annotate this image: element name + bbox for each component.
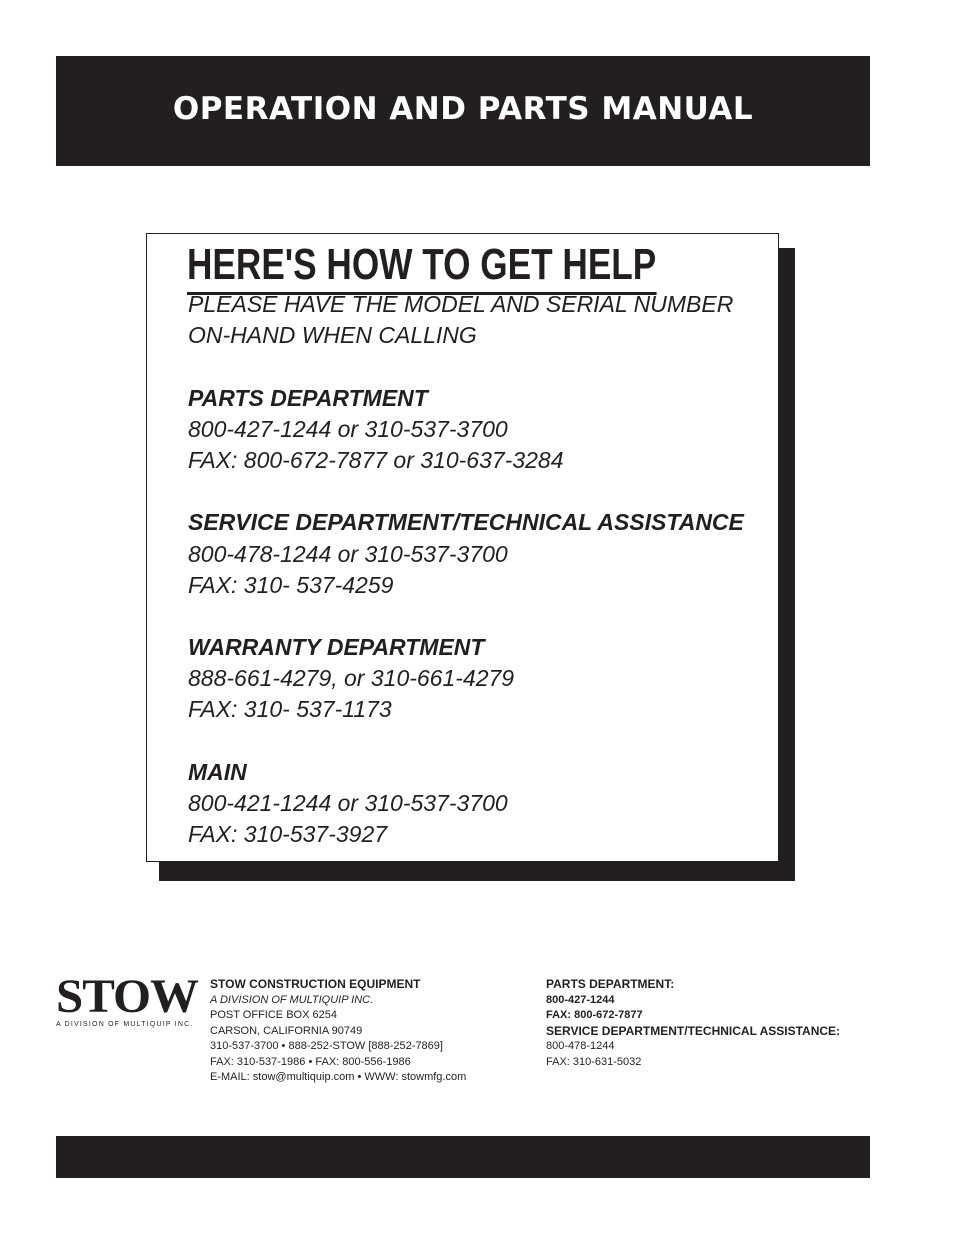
service-dept-name: SERVICE DEPARTMENT/TECHNICAL ASSISTANCE (188, 509, 744, 536)
logo-tagline: A DIVISION OF MULTIQUIP INC. (56, 1021, 194, 1028)
service-dept-phone: 800-478-1244 or 310-537-3700 (188, 540, 508, 567)
warranty-dept-fax: FAX: 310- 537-1173 (188, 696, 392, 723)
header-banner (56, 56, 870, 166)
main-dept-fax: FAX: 310-537-3927 (188, 821, 388, 848)
main-dept-name: MAIN (188, 758, 247, 785)
fax-numbers: FAX: 310-537-1986 • FAX: 800-556-1986 (210, 1055, 411, 1068)
parts-label: PARTS DEPARTMENT: (546, 977, 675, 991)
city-state: CARSON, CALIFORNIA 90749 (210, 1024, 363, 1037)
warranty-dept-name: WARRANTY DEPARTMENT (188, 634, 485, 661)
parts-dept-phone: 800-427-1244 or 310-537-3700 (188, 415, 508, 442)
footer-banner (56, 1136, 870, 1178)
parts-dept-name: PARTS DEPARTMENT (188, 384, 428, 411)
help-heading: HERE'S HOW TO GET HELP (187, 238, 656, 295)
service-fax: FAX: 310-631-5032 (546, 1055, 642, 1068)
po-box: POST OFFICE BOX 6254 (210, 1009, 337, 1021)
company-address (210, 977, 466, 1086)
help-box (146, 233, 779, 862)
intro-line-1: PLEASE HAVE THE MODEL AND SERIAL NUMBER (188, 291, 734, 317)
parts-dept-fax: FAX: 800-672-7877 or 310-637-3284 (188, 446, 564, 473)
parts-phone: 800-427-1244 (546, 993, 615, 1006)
manual-title: OPERATION AND PARTS MANUAL (172, 91, 754, 127)
service-label: SERVICE DEPARTMENT/TECHNICAL ASSISTANCE: (546, 1023, 841, 1038)
help-content (188, 289, 744, 850)
stow-logo (56, 970, 204, 1028)
department-contacts (546, 977, 840, 1070)
email-web: E-MAIL: stow@multiquip.com • WWW: stowmfg.com (210, 1071, 467, 1083)
company-name: STOW CONSTRUCTION EQUIPMENT (210, 977, 421, 991)
phone-numbers: 310-537-3700 • 888-252-STOW [888-252-7869] (210, 1040, 443, 1052)
company-division: A DIVISION OF MULTIQUIP INC. (210, 993, 374, 1006)
main-dept-phone: 800-421-1244 or 310-537-3700 (188, 790, 508, 816)
intro-line-2: ON-HAND WHEN CALLING (188, 322, 477, 349)
logo-wordmark: STOW (56, 970, 198, 1023)
warranty-dept-phone: 888-661-4279, or 310-661-4279 (188, 665, 515, 692)
service-phone: 800-478-1244 (546, 1040, 615, 1052)
service-dept-fax: FAX: 310- 537-4259 (188, 571, 394, 598)
parts-fax: FAX: 800-672-7877 (546, 1009, 643, 1021)
